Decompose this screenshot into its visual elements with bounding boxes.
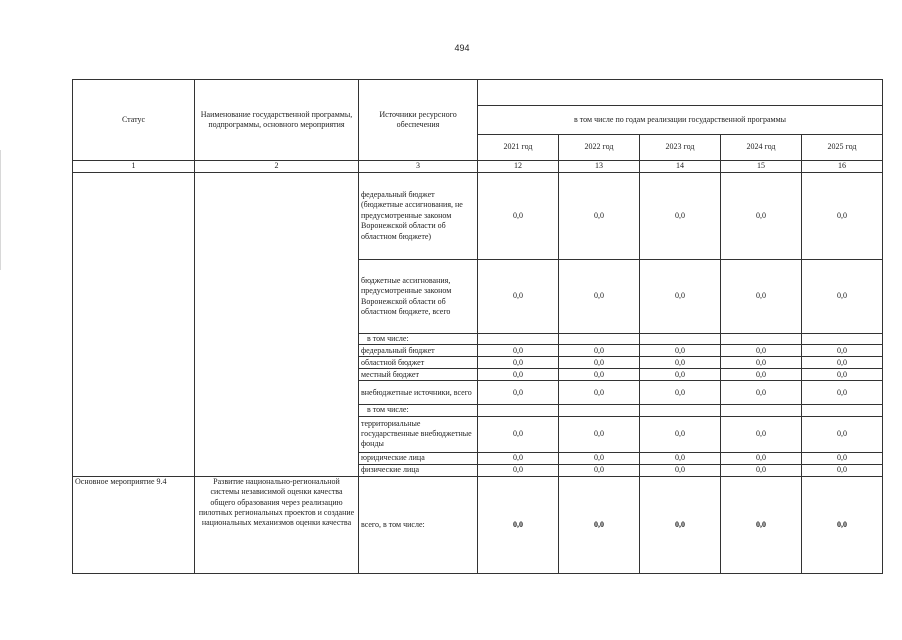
table-row (73, 173, 883, 260)
value-cell: 0,0 (802, 345, 883, 357)
header-name: Наименование государственной программы, подпрограммы, основного мероприятия (195, 80, 359, 161)
header-year: 2025 год (802, 135, 883, 161)
value-cell: 0,0 (640, 260, 721, 334)
value-cell (559, 405, 640, 416)
source-cell: областной бюджет (359, 357, 478, 369)
measure-value: 0,0 (721, 476, 802, 573)
value-cell: 0,0 (559, 369, 640, 381)
source-cell: в том числе: (359, 405, 478, 416)
value-cell: 0,0 (721, 464, 802, 476)
header-row-1 (73, 80, 883, 106)
value-cell: 0,0 (640, 345, 721, 357)
value-cell: 0,0 (802, 416, 883, 452)
column-number: 13 (559, 161, 640, 173)
value-cell: 0,0 (640, 452, 721, 464)
value-cell: 0,0 (640, 464, 721, 476)
value-cell: 0,0 (721, 381, 802, 405)
measure-name: Развитие национально-региональной системы независимой оценки качества общего образования через реализацию пилотных региональных проектов и создание национальных механизмов оценки качества (195, 476, 359, 573)
value-cell (640, 405, 721, 416)
value-cell (559, 334, 640, 345)
value-cell (721, 405, 802, 416)
value-cell: 0,0 (640, 357, 721, 369)
value-cell: 0,0 (478, 369, 559, 381)
value-cell: 0,0 (559, 381, 640, 405)
status-cell-empty (73, 173, 195, 477)
source-cell: местный бюджет (359, 369, 478, 381)
measure-value: 0,0 (640, 476, 721, 573)
name-cell-empty (195, 173, 359, 477)
column-number: 12 (478, 161, 559, 173)
value-cell: 0,0 (478, 173, 559, 260)
column-number: 1 (73, 161, 195, 173)
source-cell: федеральный бюджет (359, 345, 478, 357)
header-sources: Источники ресурсного обеспечения (359, 80, 478, 161)
source-cell: физические лица (359, 464, 478, 476)
header-year: 2023 год (640, 135, 721, 161)
measure-source: всего, в том числе: (359, 476, 478, 573)
value-cell (640, 334, 721, 345)
value-cell: 0,0 (802, 452, 883, 464)
value-cell: 0,0 (721, 357, 802, 369)
value-cell (478, 405, 559, 416)
measure-row (73, 476, 883, 573)
value-cell (721, 334, 802, 345)
column-number: 2 (195, 161, 359, 173)
value-cell: 0,0 (802, 464, 883, 476)
value-cell: 0,0 (559, 464, 640, 476)
column-number: 14 (640, 161, 721, 173)
source-cell: в том числе: (359, 334, 478, 345)
value-cell: 0,0 (559, 357, 640, 369)
value-cell: 0,0 (802, 173, 883, 260)
source-cell: федеральный бюджет (бюджетные ассигнования, не предусмотренные законом Воронежской области об областном бюджете) (359, 173, 478, 260)
header-years-caption: в том числе по годам реализации государственной программы (478, 106, 883, 135)
value-cell: 0,0 (478, 357, 559, 369)
value-cell: 0,0 (478, 416, 559, 452)
value-cell: 0,0 (478, 260, 559, 334)
page-number: 494 (454, 43, 470, 53)
source-cell: внебюджетные источники, всего (359, 381, 478, 405)
header-year: 2022 год (559, 135, 640, 161)
value-cell: 0,0 (478, 464, 559, 476)
value-cell: 0,0 (802, 260, 883, 334)
value-cell: 0,0 (721, 260, 802, 334)
value-cell: 0,0 (802, 381, 883, 405)
value-cell: 0,0 (721, 345, 802, 357)
scan-edge-mark (0, 150, 1, 270)
column-number: 15 (721, 161, 802, 173)
source-cell: бюджетные ассигнования, предусмотренные законом Воронежской области об областном бюджете, всего (359, 260, 478, 334)
measure-value: 0,0 (559, 476, 640, 573)
column-number-row (73, 161, 883, 173)
value-cell: 0,0 (640, 369, 721, 381)
value-cell (802, 405, 883, 416)
value-cell (802, 334, 883, 345)
value-cell: 0,0 (640, 173, 721, 260)
budget-table (72, 79, 883, 574)
value-cell: 0,0 (559, 416, 640, 452)
header-year: 2024 год (721, 135, 802, 161)
source-cell: территориальные государственные внебюджетные фонды (359, 416, 478, 452)
measure-value: 0,0 (478, 476, 559, 573)
value-cell: 0,0 (802, 357, 883, 369)
measure-value: 0,0 (802, 476, 883, 573)
value-cell: 0,0 (559, 173, 640, 260)
value-cell (478, 334, 559, 345)
value-cell: 0,0 (640, 381, 721, 405)
value-cell: 0,0 (721, 369, 802, 381)
value-cell: 0,0 (559, 260, 640, 334)
header-status: Статус (73, 80, 195, 161)
value-cell: 0,0 (721, 173, 802, 260)
column-number: 16 (802, 161, 883, 173)
value-cell: 0,0 (478, 381, 559, 405)
value-cell: 0,0 (640, 416, 721, 452)
measure-status: Основное мероприятие 9.4 (73, 476, 195, 573)
column-number: 3 (359, 161, 478, 173)
header-blank (478, 80, 883, 106)
value-cell: 0,0 (721, 452, 802, 464)
value-cell: 0,0 (802, 369, 883, 381)
source-cell: юридические лица (359, 452, 478, 464)
value-cell: 0,0 (721, 416, 802, 452)
value-cell: 0,0 (559, 345, 640, 357)
header-year: 2021 год (478, 135, 559, 161)
value-cell: 0,0 (559, 452, 640, 464)
value-cell: 0,0 (478, 452, 559, 464)
value-cell: 0,0 (478, 345, 559, 357)
